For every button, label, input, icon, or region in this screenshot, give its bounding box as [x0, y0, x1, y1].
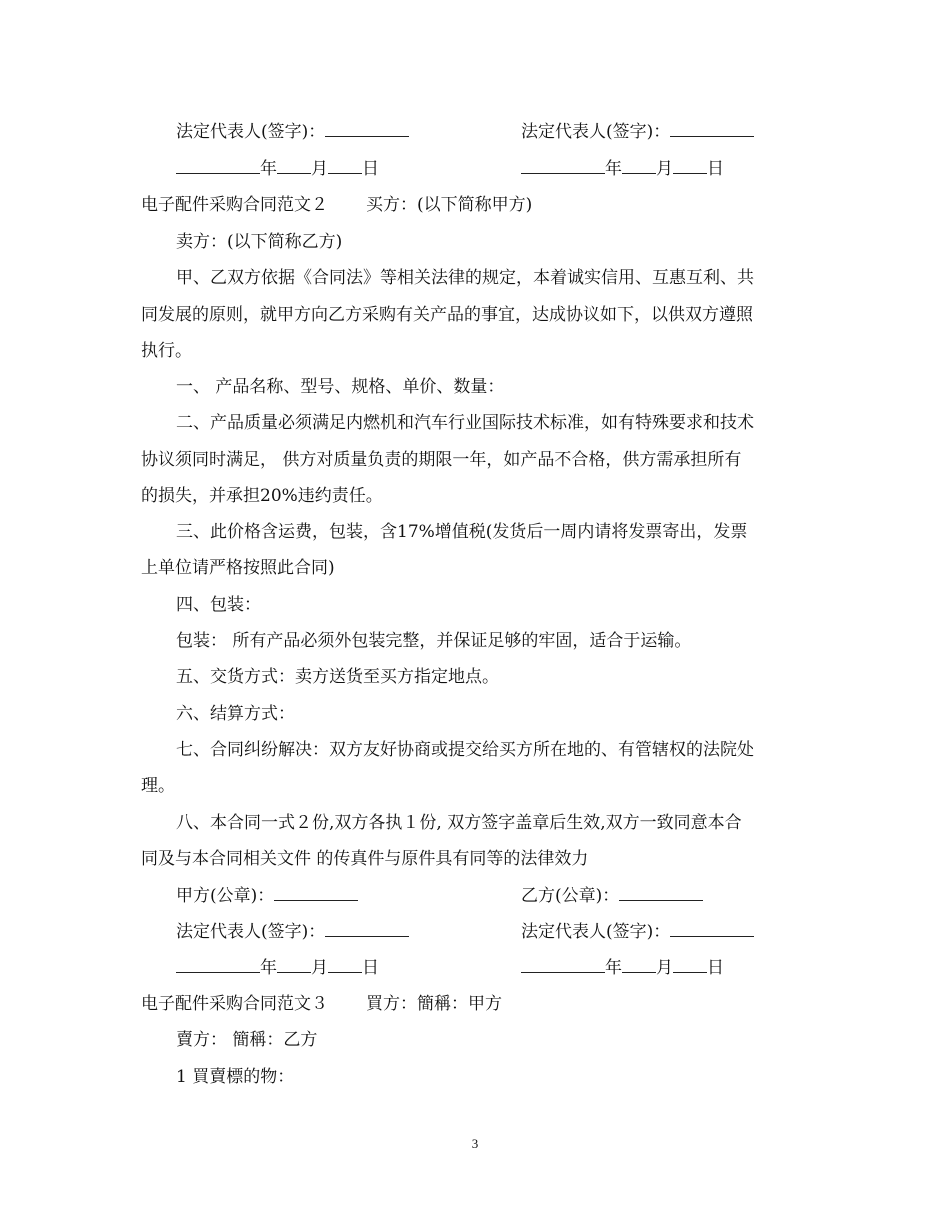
day-label: 日 [362, 958, 379, 978]
right-date-line [521, 158, 724, 180]
seal-blank [619, 885, 703, 901]
day-label: 日 [707, 159, 724, 179]
seller-line: 卖方：(以下简称乙方) [176, 232, 343, 252]
clause-7-line: 理。 [141, 776, 175, 796]
month-label: 月 [311, 159, 328, 179]
month-blank [622, 957, 656, 973]
signature-blank [325, 121, 409, 137]
year-label: 年 [605, 159, 622, 179]
clause-1: 一、 产品名称、型号、规格、单价、数量： [176, 377, 505, 397]
buyer-line: 买方：(以下简称甲方) [366, 195, 533, 215]
day-label: 日 [362, 159, 379, 179]
section-heading-3 [141, 993, 502, 1015]
section-title: 电子配件采购合同范文２ [141, 195, 328, 215]
year-blank [521, 158, 605, 174]
party-a-seal-line [176, 885, 358, 907]
page-number: 3 [471, 1136, 479, 1151]
seal-blank [274, 885, 358, 901]
year-label: 年 [605, 958, 622, 978]
clause-6: 六、结算方式： [176, 704, 295, 724]
seller-line: 賣方： 簡稱：乙方 [176, 1030, 318, 1050]
right-rep-label: 法定代表人(签字)： [521, 122, 671, 142]
month-label: 月 [656, 159, 673, 179]
intro-paragraph-line: 同发展的原则，就甲方向乙方采购有关产品的事宜，达成协议如下，以供双方遵照 [141, 305, 753, 325]
buyer-line: 買方：簡稱：甲方 [366, 994, 502, 1014]
clause-8-line: 八、本合同一式２份,双方各执１份, 双方签字盖章后生效,双方一致同意本合 [176, 813, 742, 833]
right-rep-label: 法定代表人(签字)： [521, 922, 671, 942]
clause-1: 1 買賣標的物： [176, 1067, 295, 1087]
month-label: 月 [311, 958, 328, 978]
left-date-line [176, 957, 379, 979]
clause-3-line: 三、此价格含运费，包装，含17%增值税(发货后一周内请将发票寄出，发票 [176, 522, 748, 542]
left-date-line [176, 158, 379, 180]
clause-2-line: 二、产品质量必须满足内燃机和汽车行业国际技术标准，如有特殊要求和技术 [176, 413, 754, 433]
clause-3-line: 上单位请严格按照此合同) [141, 558, 335, 578]
intro-paragraph-line: 甲、乙双方依据《合同法》等相关法律的规定，本着诚实信用、互惠互利、共 [176, 268, 754, 288]
month-label: 月 [656, 958, 673, 978]
signature-blank [325, 921, 409, 937]
clause-5: 五、交货方式：卖方送货至买方指定地点。 [176, 667, 499, 687]
year-blank [521, 957, 605, 973]
day-blank [328, 957, 362, 973]
year-blank [176, 957, 260, 973]
year-label: 年 [260, 958, 277, 978]
right-rep-signature-line [521, 921, 754, 943]
month-blank [277, 158, 311, 174]
left-rep-signature-line [176, 921, 409, 943]
left-rep-label: 法定代表人(签字)： [176, 922, 326, 942]
year-blank [176, 158, 260, 174]
section-heading-2 [141, 194, 532, 216]
party-b-seal-label: 乙方(公章)： [521, 886, 620, 906]
clause-4-body: 包装： 所有产品必须外包装完整，并保证足够的牢固，适合于运输。 [176, 631, 692, 651]
clause-4: 四、包装： [176, 595, 261, 615]
signature-blank [670, 121, 754, 137]
clause-2-line: 的损失，并承担20%违约责任。 [141, 486, 383, 506]
left-rep-label: 法定代表人(签字)： [176, 122, 326, 142]
party-a-seal-label: 甲方(公章)： [176, 886, 275, 906]
left-rep-signature-line [176, 121, 409, 143]
day-blank [673, 158, 707, 174]
day-label: 日 [707, 958, 724, 978]
month-blank [277, 957, 311, 973]
right-date-line [521, 957, 724, 979]
signature-blank [670, 921, 754, 937]
day-blank [328, 158, 362, 174]
month-blank [622, 158, 656, 174]
clause-2-line: 协议须同时满足， 供方对质量负责的期限一年，如产品不合格，供方需承担所有 [141, 450, 742, 470]
section-title: 电子配件采购合同范文３ [141, 994, 328, 1014]
clause-7-line: 七、合同纠纷解决：双方友好协商或提交给买方所在地的、有管辖权的法院处 [176, 740, 754, 760]
day-blank [673, 957, 707, 973]
intro-paragraph-line: 执行。 [141, 341, 192, 361]
right-rep-signature-line [521, 121, 754, 143]
clause-8-line: 同及与本合同相关文件 的传真件与原件具有同等的法律效力 [141, 849, 589, 869]
year-label: 年 [260, 159, 277, 179]
party-b-seal-line [521, 885, 703, 907]
